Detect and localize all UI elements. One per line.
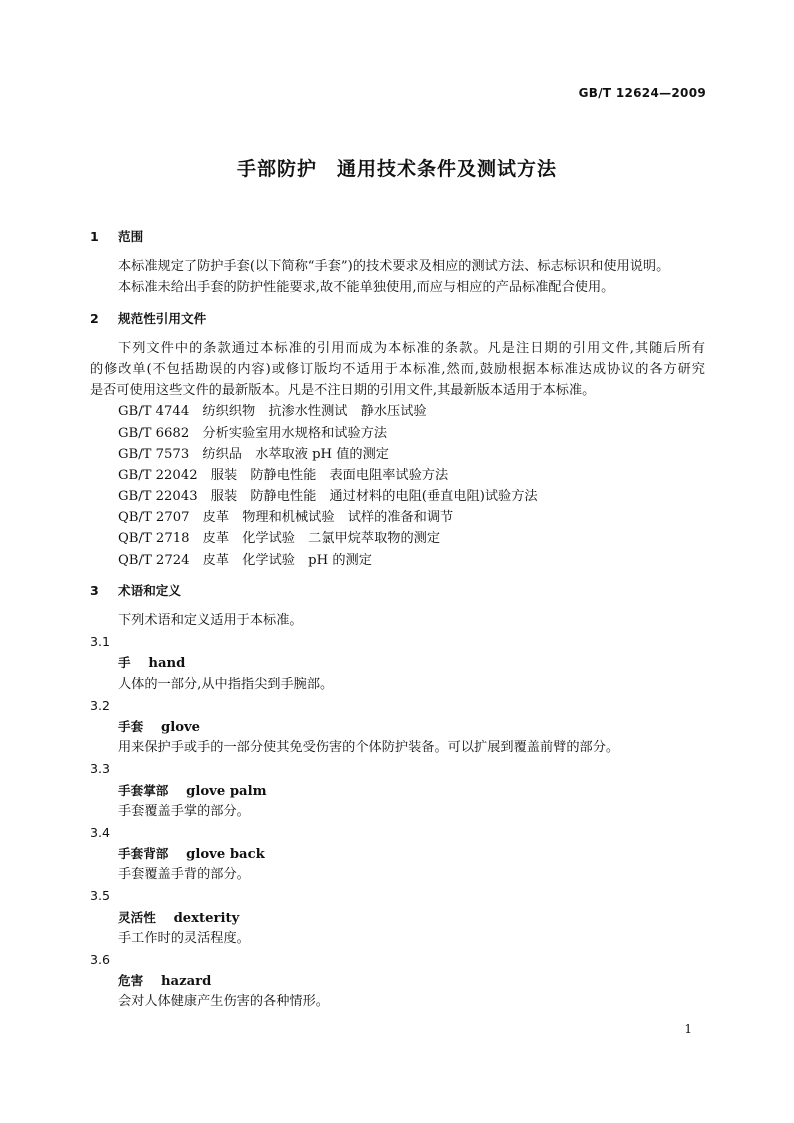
section-heading-normative-references (90, 308, 705, 329)
term-definition: 手套覆盖手背的部分。 (118, 867, 250, 883)
term-name (90, 716, 705, 737)
term-definition: 用来保护手或手的一部分使其免受伤害的个体防护装备。可以扩展到覆盖前臂的部分。 (118, 740, 620, 756)
term-name-zh: 手套背部 (118, 846, 169, 862)
paragraph: 下列术语和定义适用于本标准。 (118, 613, 303, 628)
term-entry (90, 758, 705, 822)
term-name-zh: 手套掌部 (118, 782, 169, 798)
reference-item: GB/T 7573 纺织品 水萃取液 pH 值的测定 (118, 446, 389, 462)
paragraph: 本标准规定了防护手套(以下简称“手套”)的技术要求及相应的测试方法、标志标识和使用说明。 (118, 259, 670, 275)
term-entry (90, 631, 705, 695)
reference-item: GB/T 22042 服装 防静电性能 表面电阻率试验方法 (118, 467, 449, 483)
term-name (90, 780, 705, 801)
section-heading-terms-definitions (90, 580, 705, 601)
term-entry (90, 695, 705, 759)
term-name-en: glove palm (186, 783, 267, 799)
section-number: 3 (90, 582, 99, 598)
paragraph-line: 的修改单(不包括勘误的内容)或修订版均不适用于本标准,然而,鼓励根据本标准达成协议的各方研究 (90, 361, 705, 377)
term-name-zh: 手套 (118, 718, 144, 734)
paragraph-line: 下列文件中的条款通过本标准的引用而成为本标准的条款。凡是注日期的引用文件,其随后所有 (118, 340, 705, 356)
section-title: 规范性引用文件 (118, 310, 207, 326)
reference-item: QB/T 2707 皮革 物理和机械试验 试样的准备和调节 (118, 510, 454, 526)
term-name-zh: 危害 (118, 973, 144, 989)
reference-item: GB/T 4744 纺织织物 抗渗水性测试 静水压试验 (118, 404, 427, 420)
term-name-en: hazard (160, 974, 212, 990)
term-number: 3.3 (90, 761, 111, 777)
reference-item: GB/T 6682 分析实验室用水规格和试验方法 (118, 425, 388, 441)
term-name (90, 907, 705, 928)
term-name-en: hand (148, 656, 186, 672)
term-number: 3.4 (90, 824, 111, 840)
section-heading-scope (90, 226, 705, 247)
term-name-en: glove back (186, 847, 265, 863)
section-number: 1 (90, 229, 99, 244)
term-entry (90, 822, 705, 886)
term-entry (90, 885, 705, 949)
reference-item: QB/T 2718 皮革 化学试验 二氯甲烷萃取物的测定 (118, 531, 441, 547)
section-title: 范围 (118, 229, 144, 244)
term-definition: 会对人体健康产生伤害的各种情形。 (118, 994, 329, 1010)
reference-item: GB/T 22043 服装 防静电性能 通过材料的电阻(垂直电阻)试验方法 (118, 489, 538, 505)
document-body (90, 226, 705, 1013)
term-number: 3.1 (90, 634, 111, 650)
term-name (90, 652, 705, 673)
page-number: 1 (684, 1022, 692, 1036)
term-number: 3.2 (90, 697, 111, 713)
term-name-en: dexterity (173, 910, 240, 926)
term-name-zh: 手 (118, 655, 131, 671)
term-definition: 人体的一部分,从中指指尖到手腕部。 (118, 676, 334, 692)
term-name (90, 843, 705, 864)
term-name (90, 970, 705, 991)
term-definition: 手套覆盖手掌的部分。 (118, 803, 250, 819)
page-title: 手部防护 通用技术条件及测试方法 (236, 158, 557, 180)
term-number: 3.6 (90, 952, 111, 967)
term-name-en: glove (160, 719, 201, 735)
term-number: 3.5 (90, 888, 111, 904)
paragraph: 本标准未给出手套的防护性能要求,故不能单独使用,而应与相应的产品标准配合使用。 (118, 280, 615, 296)
section-number: 2 (90, 310, 99, 326)
reference-item: QB/T 2724 皮革 化学试验 pH 的测定 (118, 552, 372, 568)
term-definition: 手工作时的灵活程度。 (118, 930, 250, 946)
term-entry (90, 949, 705, 1013)
term-name-zh: 灵活性 (118, 909, 156, 925)
paragraph-line: 是否可使用这些文件的最新版本。凡是不注日期的引用文件,其最新版本适用于本标准。 (90, 383, 596, 399)
section-title: 术语和定义 (118, 582, 181, 598)
standard-code: GB/T 12624—2009 (578, 86, 706, 100)
